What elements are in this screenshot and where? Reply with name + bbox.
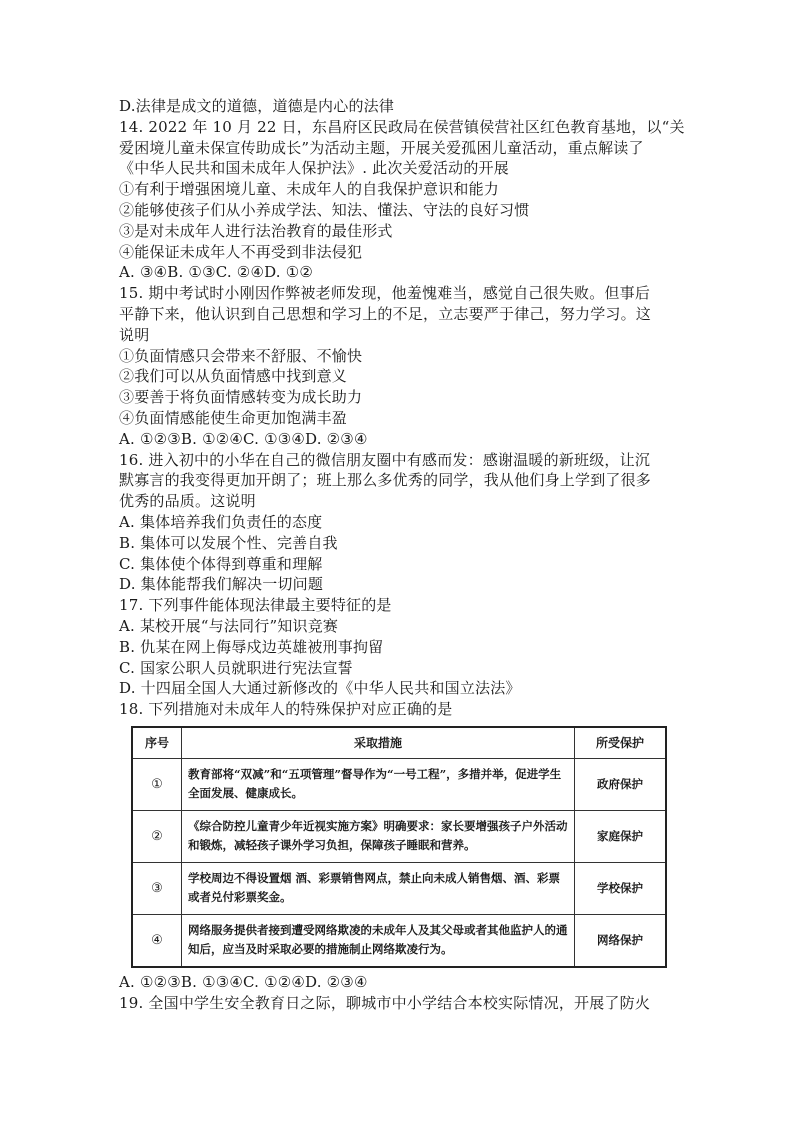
text-line: ②我们可以从负面情感中找到意义: [119, 367, 348, 386]
exam-page: [119, 96, 689, 1014]
text-line: B. 集体可以发展个性、完善自我: [119, 533, 338, 552]
row-measure: 学校周边不得设置烟 酒、彩票销售网点，禁止向未成人销售烟、酒、彩票或者兑付彩票奖金。: [182, 862, 575, 914]
row-number: ①: [132, 758, 182, 810]
text-line: ④能保证未成年人不再受到非法侵犯: [119, 242, 363, 261]
text-line: C. 集体使个体得到尊重和理解: [119, 554, 323, 573]
text-line: 《中华人民共和国未成年人保护法》. 此次关爱活动的开展: [119, 159, 509, 178]
row-protection: 家庭保护: [575, 810, 667, 862]
text-line: ④负面情感能使生命更加饱满丰盈: [119, 408, 348, 427]
text-line: 17. 下列事件能体现法律最主要特征的是: [119, 596, 392, 615]
header-protection: 所受保护: [575, 727, 667, 759]
text-line: A. ①②③B. ①③④C. ①②④D. ②③④: [119, 972, 368, 991]
header-number: 序号: [132, 727, 182, 759]
row-number: ②: [132, 810, 182, 862]
row-number: ④: [132, 914, 182, 967]
text-line: ①有利于增强困境儿童、未成年人的自我保护意识和能力: [119, 180, 500, 199]
table-row: [132, 810, 666, 862]
text-line: D.法律是成文的道德，道德是内心的法律: [119, 97, 395, 115]
text-line: 爱困境儿童未保宣传助成长”为活动主题，开展关爱孤困儿童活动，重点解读了: [119, 138, 644, 157]
question-block-bottom: [119, 972, 689, 1014]
text-line: 16. 进入初中的小华在自己的微信朋友圈中有感而发：感谢温暖的新班级，让沉: [119, 450, 651, 469]
table-header-row: [132, 727, 666, 759]
row-number: ③: [132, 862, 182, 914]
row-protection: 学校保护: [575, 862, 667, 914]
text-line: 15. 期中考试时小刚因作弊被老师发现，他羞愧难当，感觉自己很失败。但事后: [119, 284, 651, 303]
text-line: ③要善于将负面情感转变为成长助力: [119, 388, 363, 407]
question-block-top: [119, 96, 689, 720]
text-line: B. 仇某在网上侮辱戍边英雄被刑事拘留: [119, 637, 384, 656]
text-line: 14. 2022 年 10 月 22 日，东昌府区民政局在侯营镇侯营社区红色教育基地，以“关: [119, 117, 685, 136]
text-line: A. 某校开展“与法同行”知识竞赛: [119, 616, 339, 635]
row-protection: 网络保护: [575, 914, 667, 967]
row-measure: 《综合防控儿童青少年近视实施方案》明确要求：家长要增强孩子户外活动和锻炼，减轻孩子课外学习负担，保障孩子睡眠和营养。: [182, 810, 575, 862]
text-line: C. 国家公职人员就职进行宪法宣誓: [119, 658, 353, 677]
protection-table: [131, 726, 667, 968]
text-line: 优秀的品质。这说明: [119, 492, 256, 511]
text-line: 18. 下列措施对未成年人的特殊保护对应正确的是: [119, 700, 453, 719]
text-line: ③是对未成年人进行法治教育的最佳形式: [119, 221, 393, 240]
text-line: 19. 全国中学生安全教育日之际，聊城市中小学结合本校实际情况，开展了防火: [119, 993, 651, 1012]
header-measure: 采取措施: [182, 727, 575, 759]
row-measure: 教育部将“双减”和“五项管理”督导作为“一号工程”，多措并举，促进学生全面发展、健康成长。: [182, 758, 575, 810]
text-line: ②能够使孩子们从小养成学法、知法、懂法、守法的良好习惯: [119, 200, 530, 219]
table-row: [132, 758, 666, 810]
text-line: D. 集体能帮我们解决一切问题: [119, 575, 324, 594]
row-protection: 政府保护: [575, 758, 667, 810]
text-line: A. ①②③B. ①②④C. ①③④D. ②③④: [119, 429, 368, 448]
text-line: 说明: [119, 325, 150, 344]
text-line: 平静下来，他认识到自己思想和学习上的不足，立志要严于律己，努力学习。这: [119, 304, 652, 323]
text-line: 默寡言的我变得更加开朗了；班上那么多优秀的同学，我从他们身上学到了很多: [119, 471, 652, 490]
text-line: ①负面情感只会带来不舒服、不愉快: [119, 346, 363, 365]
table-row: [132, 862, 666, 914]
text-line: A. ③④B. ①③C. ②④D. ①②: [119, 263, 314, 282]
table-row: [132, 914, 666, 967]
row-measure: 网络服务提供者接到遭受网络欺凌的未成年人及其父母或者其他监护人的通知后，应当及时采取必要的措施制止网络欺凌行为。: [182, 914, 575, 967]
text-line: D. 十四届全国人大通过新修改的《中华人民共和国立法法》: [119, 679, 521, 698]
text-line: A. 集体培养我们负责任的态度: [119, 512, 323, 531]
